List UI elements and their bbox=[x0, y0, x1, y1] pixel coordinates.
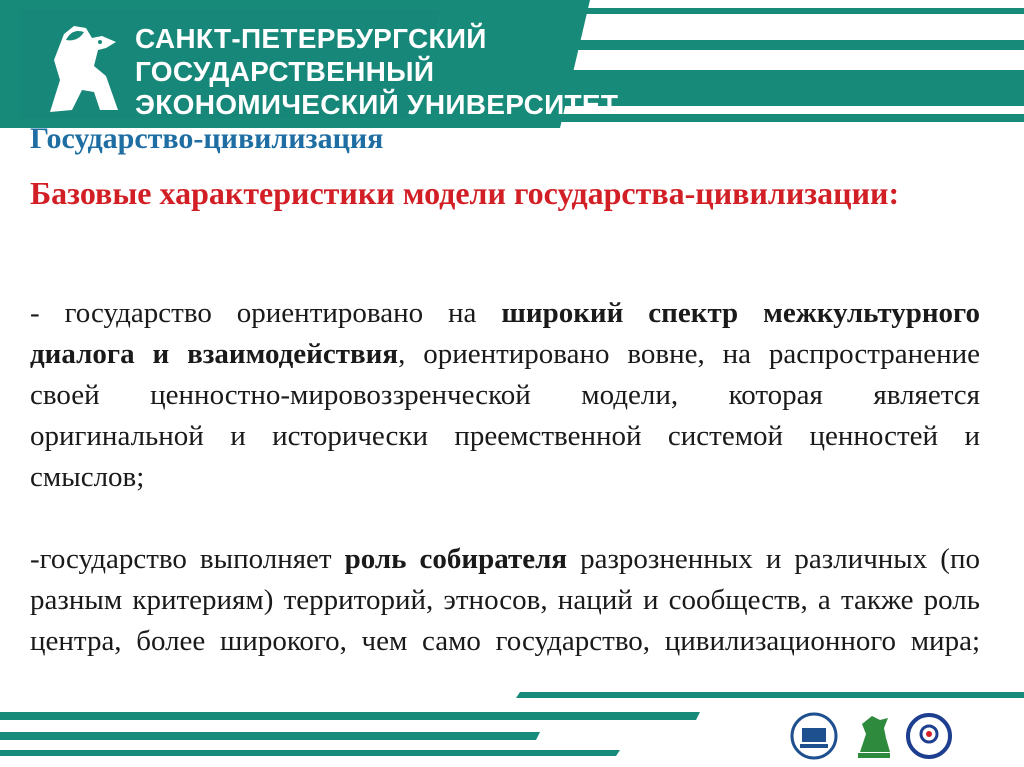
university-name-line-1: САНКТ-ПЕТЕРБУРГСКИЙ bbox=[135, 23, 487, 54]
slide-body bbox=[30, 293, 980, 662]
partner-logo-1-icon bbox=[790, 712, 838, 760]
paragraph-1-suffix: , ориентировано вовне, на распространение своей ценностно-мировоззренческой модели, которая является оригинальной и исторически преемственной системой ценностей и смыслов; bbox=[30, 338, 980, 493]
paragraph-1 bbox=[30, 293, 980, 498]
slide-title: Базовые характеристики модели государства-цивилизации: bbox=[30, 175, 900, 211]
fineк-logo-icon bbox=[850, 712, 898, 760]
paragraph-1-bold: широкий спектр межкультурного диалога и взаимодействия bbox=[30, 297, 981, 370]
university-name-line-2: ГОСУДАРСТВЕННЫЙ bbox=[135, 56, 435, 87]
university-name-line-3: ЭКОНОМИЧЕСКИЙ УНИВЕРСИТЕТ bbox=[135, 89, 619, 120]
university-name bbox=[135, 22, 618, 121]
griffin-logo-icon bbox=[36, 20, 124, 116]
paragraph-2 bbox=[30, 539, 980, 662]
paragraph-2-suffix: разрозненных и различных (по разным критериям) территорий, этносов, наций и сообществ, а также роль центра, более широкого, чем само государство, цивилизационного мира; bbox=[30, 543, 980, 657]
paragraph-2-bold: роль собирателя bbox=[344, 543, 568, 575]
slide-subtitle: Государство-цивилизация bbox=[30, 122, 384, 155]
paragraph-1-prefix: - государство ориентировано на bbox=[30, 297, 502, 329]
paragraph-2-prefix: -государство выполняет bbox=[30, 543, 345, 575]
paragraph-gap bbox=[30, 498, 980, 539]
partner-logo-3-icon bbox=[905, 712, 953, 760]
